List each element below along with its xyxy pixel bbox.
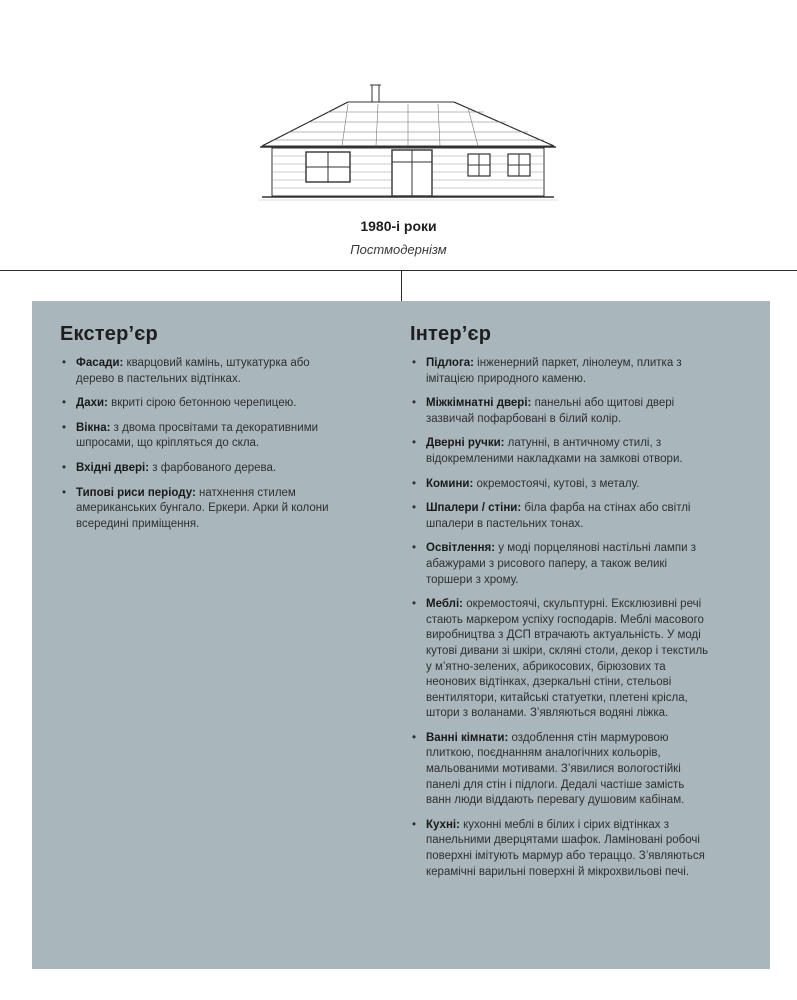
item-text: латунні, в античному стилі, з відокремленими накладками на замкові отвори. (426, 437, 683, 465)
item-label: Комини: (426, 477, 474, 490)
interior-heading: Інтер’єр (410, 323, 492, 345)
list-item (410, 501, 710, 532)
exterior-column (60, 323, 350, 541)
item-label: Кухні: (426, 818, 460, 831)
item-label: Вхідні двері: (76, 461, 150, 474)
list-item (410, 541, 710, 588)
item-label: Підлога: (426, 357, 474, 369)
item-text: окремостоячі, скульптурні. Ексклюзивні речі стають маркером успіху господарів. Меблі масового виробництва з ДСП втрачають актуальність. У моді кутові дивани зі шкіри, скляні столи, декор і текстиль у м’ятно-зелених, абрикосових, бірюзових та неонових відтінках, дзеркальні стіни, стельові вентилятори, китайські статуетки, плетені крісла, штори з воланами. З’являються водяні ліжка. (426, 598, 709, 720)
list-item (60, 461, 350, 477)
item-text: кухонні меблі в білих і сірих відтінках з панельними дверцятами шафок. Ламіновані робочі поверхні імітують мармур або тераццо. З’являються керамічні варильні поверхні й мікрохвильові печі. (426, 818, 705, 878)
interior-column (410, 323, 710, 889)
list-item (410, 818, 710, 880)
exterior-heading: Екстер’єр (60, 323, 158, 345)
item-text: з двома просвітами та декоративними шпросами, що кріпляться до скла. (76, 421, 319, 450)
item-text: вкриті сірою бетонною черепицею. (111, 397, 297, 410)
era-title: 1980-і роки (360, 218, 437, 234)
list-item (410, 731, 710, 809)
house-illustration (258, 82, 558, 204)
item-text: у моді порцелянові настільні лампи з абажурами з рисового паперу, а також великі торшери з хрому. (426, 542, 697, 586)
list-item (60, 486, 350, 533)
divider-vertical (401, 270, 402, 301)
item-text: оздоблення стін мармуровою плиткою, поєднанням аналогічних кольорів, мальованими мотивами. З’явилися вологостійкі панелі для стін і підлоги. Дедалі частіше замість ванн люди віддають перевагу душовим кабінам. (426, 731, 685, 807)
era-style-subtitle: Постмодернізм (350, 242, 447, 257)
item-text: інженерний паркет, лінолеум, плитка з імітацією природного каменю. (426, 357, 682, 385)
item-text: окремостоячі, кутові, з металу. (476, 477, 640, 490)
item-text: біла фарба на стінах або світлі шпалери в пастельних тонах. (426, 502, 691, 530)
item-text: панельні або щитові двері зазвичай пофарбовані в білий колір. (426, 397, 675, 425)
list-item (410, 597, 710, 722)
list-item (60, 396, 350, 412)
item-label: Освітлення: (426, 542, 496, 555)
list-item (410, 396, 710, 427)
info-panel (32, 301, 770, 969)
item-label: Ванні кімнати: (426, 731, 509, 744)
divider-horizontal (0, 270, 797, 271)
item-label: Шпалери / стіни: (426, 502, 522, 515)
list-item (410, 477, 710, 493)
list-item (60, 356, 350, 387)
item-label: Типові риси періоду: (76, 486, 196, 499)
interior-list (410, 356, 710, 880)
exterior-list (60, 356, 350, 532)
item-label: Міжкімнатні двері: (426, 397, 532, 410)
list-item (410, 356, 710, 387)
item-label: Дахи: (76, 397, 108, 410)
item-text: з фарбованого дерева. (152, 461, 277, 474)
item-label: Вікна: (76, 421, 111, 434)
item-text: натхнення стилем американських бунгало. Еркери. Арки й колони всередині приміщення. (76, 486, 329, 530)
item-label: Меблі: (426, 598, 463, 611)
item-label: Дверні ручки: (426, 437, 505, 450)
item-label: Фасади: (76, 357, 124, 369)
list-item (410, 436, 710, 467)
item-text: кварцовий камінь, штукатурка або дерево в пастельних відтінках. (76, 357, 310, 385)
list-item (60, 421, 350, 452)
